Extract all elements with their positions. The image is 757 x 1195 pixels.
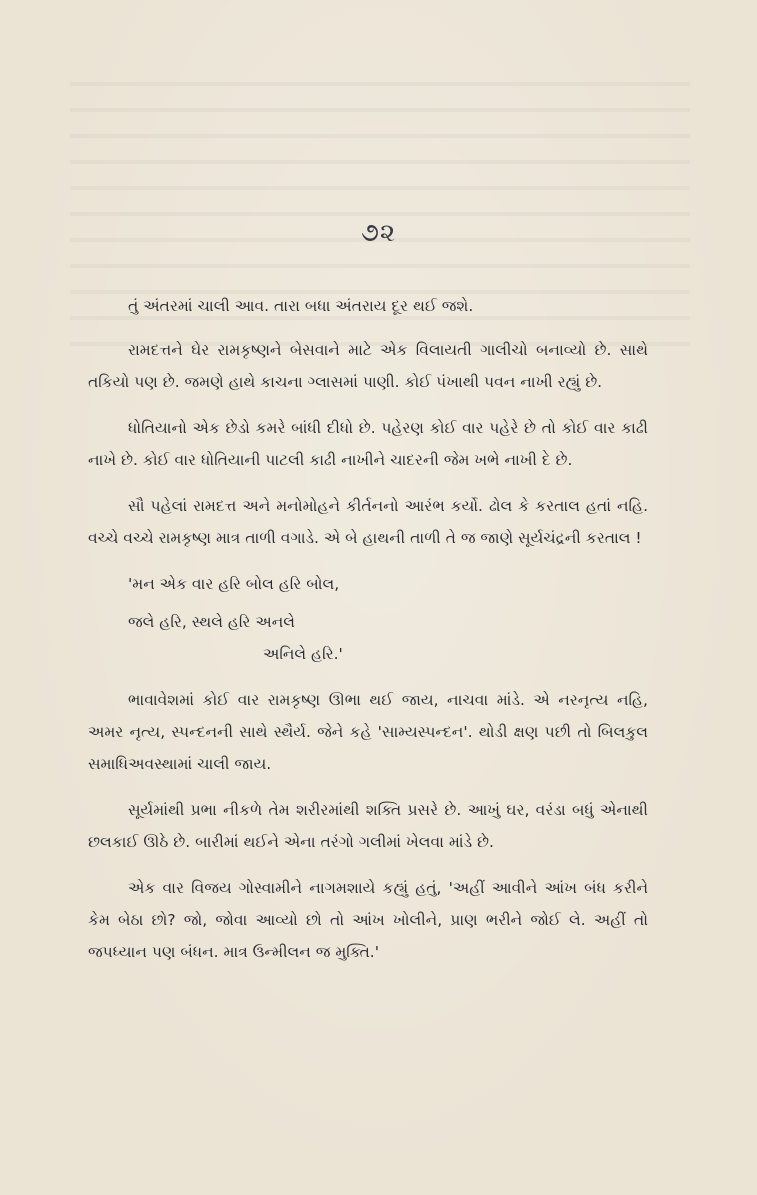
paragraph-4: સૌ પહેલાં રામદત્ત અને મનોમોહને કીર્તનનો આરંભ કર્યો. ઢોલ કે કરતાલ હતાં નહિ. વચ્ચે વચ્ચે રામકૃષ્ણ માત્ર તાળી વગાડે. એ બે હાથની તાળી તે જ જાણે સૂર્યચંદ્રની કરતાલ !	[88, 497, 648, 547]
paragraph-6: સૂર્યમાંથી પ્રભા નીકળે તેમ શરીરમાંથી શક્તિ પ્રસરે છે. આખું ઘર, વરંડા બધું એનાથી છલકાઈ ઊઠે છે. બારીમાં થઈને એના તરંગો ગલીમાં ખેલવા માંડે છે.	[88, 801, 648, 851]
page-number: ૭૨	[360, 218, 397, 248]
paragraph-5: ભાવાવેશમાં કોઈ વાર રામકૃષ્ણ ઊભા થઈ જાય, નાચવા માંડે. એ નરનૃત્ય નહિ, અમર નૃત્ય, સ્પન્દનની સાથે સ્થૈર્ય. જેને કહે 'સામ્યસ્પન્દન'. થોડી ક્ષણ પછી તો બિલકુલ સમાધિઅવસ્થામાં ચાલી જાય.	[88, 691, 648, 773]
paragraph-7: એક વાર વિજય ગોસ્વામીને નાગમશાયે કહ્યું હતું, 'અહીં આવીને આંખ બંધ કરીને કેમ બેઠા છો? જો, જોવા આવ્યો છો તો આંખ ખોલીને, પ્રાણ ભરીને જોઈ લે. અહીં તો જપધ્યાન પણ બંધન. માત્ર ઉન્મીલન જ મુક્તિ.'	[88, 879, 648, 961]
verse-line-2: જલે હરિ, સ્થલે હરિ અનલે	[128, 613, 295, 631]
body-text	[88, 290, 648, 982]
verse-line-1: 'મન એક વાર હરિ બોલ હરિ બોલ,	[128, 575, 340, 593]
verse-line-3: અનિલે હરિ.'	[263, 645, 343, 663]
paragraph-2: રામદત્તને ઘેર રામકૃષ્ણને બેસવાને માટે એક વિલાયતી ગાલીચો બનાવ્યો છે. સાથે તકિયો પણ છે. જમણે હાથે કાચના ગ્લાસમાં પાણી. કોઈ પંખાથી પવન નાખી રહ્યું છે.	[88, 341, 648, 391]
paragraph-1: તું અંતરમાં ચાલી આવ. તારા બધા અંતરાય દૂર થઈ જશે.	[128, 297, 474, 315]
paragraph-3: ધોતિયાનો એક છેડો કમરે બાંધી દીધો છે. પહેરણ કોઈ વાર પહેરે છે તો કોઈ વાર કાઢી નાખે છે. કોઈ વાર ધોતિયાની પાટલી કાઢી નાખીને ચાદરની જેમ ખભે નાખી દે છે.	[88, 419, 648, 469]
